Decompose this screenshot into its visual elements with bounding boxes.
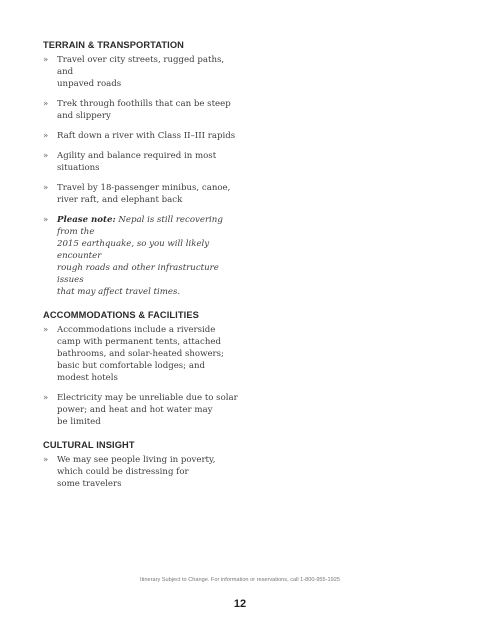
note-label: Please note: [57,215,116,225]
item-line: situations [57,163,100,173]
note-line: that may affect travel times. [57,287,181,297]
item-line: Electricity may be unreliable due to solar [57,393,238,403]
list-item [43,454,243,490]
item-line: Trek through foothills that can be steep [57,99,231,109]
item-line: river raft, and elephant back [57,195,183,205]
section-heading-accommodations: ACCOMMODATIONS & FACILITIES [43,310,199,320]
note-line: Nepal is still recovering from the [57,215,223,237]
list-item [43,98,243,122]
footer-disclaimer: Itinerary Subject to Change. For information or reservations, call 1-800-955-1925 [140,577,340,583]
section-heading-terrain: TERRAIN & TRANSPORTATION [43,40,184,50]
note-item [43,214,243,298]
note-line: rough roads and other infrastructure issues [57,263,219,285]
bullet-icon: » [43,131,49,141]
item-line: We may see people living in poverty, [57,455,216,465]
list-item [43,182,243,206]
section-terrain [43,39,243,298]
bullet-icon: » [43,55,49,65]
bullet-icon: » [43,151,49,161]
bullet-icon: » [43,325,49,335]
note-line: 2015 earthquake, so you will likely encounter [57,239,210,261]
item-line: Agility and balance required in most [57,151,217,161]
item-line: modest hotels [57,373,118,383]
item-line: which could be distressing for [57,467,189,477]
item-line: basic but comfortable lodges; and [57,361,205,371]
item-line: and slippery [57,111,111,121]
item-line: unpaved roads [57,79,122,89]
item-line: Raft down a river with Class II–III rapids [57,131,236,141]
item-line: be limited [57,417,101,427]
bullet-icon: » [43,455,49,465]
section-cultural [43,439,243,490]
item-line: Travel over city streets, rugged paths, and [57,55,225,77]
list-item [43,392,243,428]
item-line: power; and heat and hot water may [57,405,213,415]
section-accommodations [43,309,243,428]
bullet-icon: » [43,215,49,225]
bullet-icon: » [43,99,49,109]
item-line: Travel by 18-passenger minibus, canoe, [57,183,231,193]
list-item [43,130,243,142]
item-line: bathrooms, and solar-heated showers; [57,349,224,359]
item-line: Accommodations include a riverside [57,325,216,335]
item-line: some travelers [57,479,122,489]
bullet-icon: » [43,183,49,193]
bullet-icon: » [43,393,49,403]
content-column [43,39,243,501]
item-line: camp with permanent tents, attached [57,337,221,347]
list-item [43,324,243,384]
page-number: 12 [233,598,247,610]
list-item [43,150,243,174]
list-item [43,54,243,90]
section-heading-cultural: CULTURAL INSIGHT [43,440,135,450]
